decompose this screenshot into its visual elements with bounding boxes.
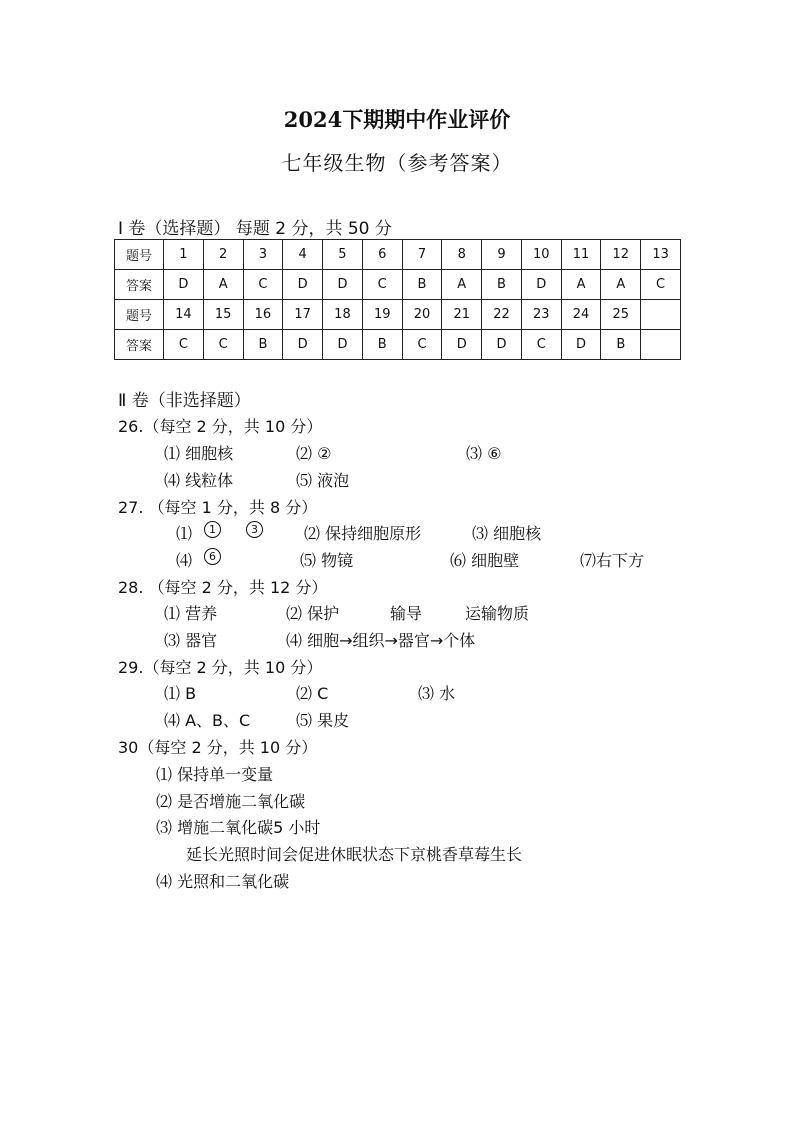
table-cell: 7: [402, 240, 442, 270]
q30-heading: 30（每空 2 分，共 10 分）: [118, 738, 318, 757]
q26-answer-5: ⑸ 液泡: [296, 471, 350, 490]
table-cell: 9: [482, 240, 522, 270]
q29-answer-5: ⑸ 果皮: [296, 711, 350, 730]
q29-heading: 29.（每空 2 分，共 10 分）: [118, 658, 323, 677]
table-cell: A: [203, 270, 243, 300]
document-subtitle: 七年级生物（参考答案）: [281, 151, 513, 175]
table-cell: C: [203, 330, 243, 360]
q28-answer-2b: 输导: [390, 604, 423, 623]
q30-answer-1: ⑴ 保持单一变量: [156, 765, 274, 784]
table-row-label: 题号: [115, 240, 164, 270]
q27-answer-5: ⑸ 物镜: [300, 551, 354, 570]
q27-answer-1-label: ⑴: [176, 524, 193, 543]
q30-answer-2: ⑵ 是否增施二氧化碳: [156, 792, 306, 811]
q27-answer-6: ⑹ 细胞壁: [450, 551, 520, 570]
table-cell: D: [283, 330, 323, 360]
table-cell: 14: [164, 300, 204, 330]
q30-answer-3-conclusion: 延长光照时间会促进休眠状态下京桃香草莓生长: [186, 845, 523, 864]
table-cell: 20: [402, 300, 442, 330]
table-cell: 6: [362, 240, 402, 270]
table-cell: D: [442, 330, 482, 360]
table-cell: 3: [243, 240, 283, 270]
table-cell: D: [521, 270, 561, 300]
table-cell: D: [482, 330, 522, 360]
table-cell: B: [402, 270, 442, 300]
q29-answer-4: ⑷ A、B、C: [164, 711, 251, 730]
q26-answer-4: ⑷ 线粒体: [164, 471, 234, 490]
q26-answer-1: ⑴ 细胞核: [164, 444, 234, 463]
table-cell: C: [402, 330, 442, 360]
table-cell: 17: [283, 300, 323, 330]
table-cell: 22: [482, 300, 522, 330]
table-cell: B: [601, 330, 641, 360]
q28-answer-4: ⑷ 细胞→组织→器官→个体: [286, 631, 476, 650]
table-cell: 13: [641, 240, 681, 270]
table-row-answers: [115, 330, 681, 360]
q30-answer-4: ⑷ 光照和二氧化碳: [156, 872, 290, 891]
table-cell: 21: [442, 300, 482, 330]
q29-answer-1: ⑴ B: [164, 684, 197, 703]
table-cell: A: [561, 270, 601, 300]
q30-answer-3: ⑶ 增施二氧化碳5 小时: [156, 818, 321, 837]
table-cell: 1: [164, 240, 204, 270]
q26-answer-2: ⑵ ②: [296, 444, 332, 463]
table-cell: B: [482, 270, 522, 300]
q28-answer-3: ⑶ 器官: [164, 631, 218, 650]
q27-answer-4-label: ⑷: [176, 551, 193, 570]
table-row-label: 答案: [115, 330, 164, 360]
table-cell: 8: [442, 240, 482, 270]
document-title: 2024下期期中作业评价: [283, 107, 511, 132]
table-row-label: 答案: [115, 270, 164, 300]
table-cell: D: [323, 330, 363, 360]
table-cell: 11: [561, 240, 601, 270]
table-cell: C: [521, 330, 561, 360]
q28-heading: 28. （每空 2 分，共 12 分）: [118, 578, 328, 597]
table-cell: C: [362, 270, 402, 300]
table-cell: [641, 300, 681, 330]
q27-answer-7: ⑺右下方: [580, 551, 645, 570]
table-row-answers: [115, 270, 681, 300]
table-cell: 4: [283, 240, 323, 270]
section-1-heading: Ⅰ 卷（选择题） 每题 2 分，共 50 分: [118, 219, 392, 239]
table-cell: 10: [521, 240, 561, 270]
table-cell: A: [442, 270, 482, 300]
q28-answer-1: ⑴ 营养: [164, 604, 218, 623]
table-cell: [641, 330, 681, 360]
table-cell: D: [323, 270, 363, 300]
table-cell: 23: [521, 300, 561, 330]
table-cell: 25: [601, 300, 641, 330]
table-cell: D: [164, 270, 204, 300]
q27-answer-2: ⑵ 保持细胞原形: [304, 524, 422, 543]
table-cell: D: [561, 330, 601, 360]
table-cell: C: [243, 270, 283, 300]
table-cell: 18: [323, 300, 363, 330]
table-cell: B: [362, 330, 402, 360]
table-cell: 2: [203, 240, 243, 270]
table-cell: 12: [601, 240, 641, 270]
table-cell: 16: [243, 300, 283, 330]
table-row-question-numbers: [115, 240, 681, 270]
circled-number-1: 1: [204, 521, 221, 538]
table-cell: 19: [362, 300, 402, 330]
table-cell: B: [243, 330, 283, 360]
table-cell: 15: [203, 300, 243, 330]
q29-answer-2: ⑵ C: [296, 684, 329, 703]
section-2-heading: Ⅱ 卷（非选择题）: [118, 391, 251, 411]
q28-answer-2: ⑵ 保护: [286, 604, 340, 623]
q29-answer-3: ⑶ 水: [418, 684, 456, 703]
table-cell: A: [601, 270, 641, 300]
q28-answer-2c: 运输物质: [465, 604, 530, 623]
table-row-label: 题号: [115, 300, 164, 330]
table-cell: C: [641, 270, 681, 300]
table-cell: 5: [323, 240, 363, 270]
table-cell: 24: [561, 300, 601, 330]
answer-table: [114, 239, 681, 360]
circled-number-6: 6: [204, 548, 221, 565]
table-cell: C: [164, 330, 204, 360]
q27-answer-3: ⑶ 细胞核: [472, 524, 542, 543]
q26-heading: 26.（每空 2 分，共 10 分）: [118, 417, 323, 436]
q27-heading: 27. （每空 1 分，共 8 分）: [118, 498, 318, 517]
q26-answer-3: ⑶ ⑥: [466, 444, 502, 463]
table-cell: D: [283, 270, 323, 300]
circled-number-3: 3: [246, 521, 263, 538]
table-row-question-numbers: [115, 300, 681, 330]
